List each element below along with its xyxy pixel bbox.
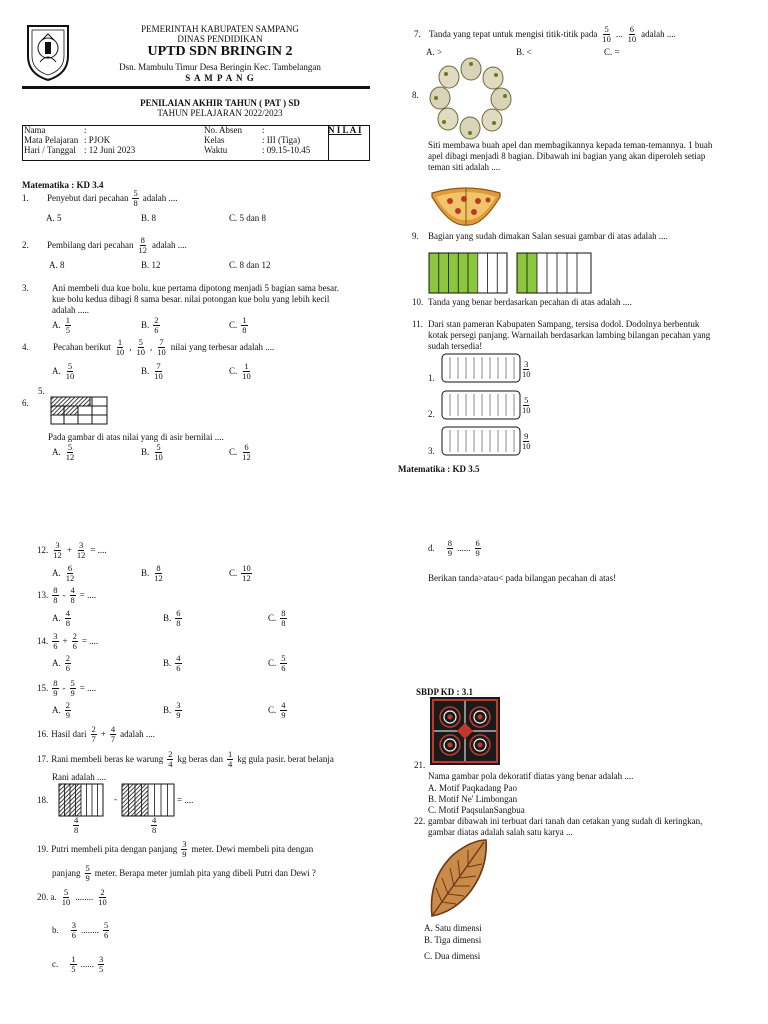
dodol-box-2[interactable] — [441, 390, 521, 422]
question-14: 14. $\frac{3}{6}$ + $\frac{2}{6}$ = .... — [37, 631, 99, 651]
q10-text: Tanda yang benar berdasarkan pecahan di atas adalah .... — [428, 297, 632, 307]
q9-text: Bagian yang sudah dimakan Salan sesuai gambar di atas adalah .... — [428, 231, 668, 241]
option[interactable]: C. = — [604, 47, 620, 57]
option[interactable]: C. $\frac{6}{12}$ — [229, 442, 251, 462]
q18-equals: = .... — [177, 795, 194, 805]
question-16: 16. Hasil dari $\frac{2}{7}$ + $\frac{4}{7}$ adalah .... — [37, 724, 155, 744]
option[interactable]: B. $\frac{2}{6}$ — [141, 315, 159, 335]
q8-line: Siti membawa buah apel dan membagikannya kepada teman-temannya. 1 buah — [428, 140, 713, 150]
q11-fraction: $\frac{3}{10}$ — [522, 359, 531, 379]
option[interactable]: B. 8 — [141, 213, 157, 223]
q11-line: sudah tersedia! — [428, 341, 483, 351]
question-13: 13. $\frac{8}{8}$ - $\frac{4}{8}$ = .... — [37, 585, 97, 605]
q8-line: apel dibagi menjadi 8 bagian. Dibawah ini bagian yang akan diperoleh setiap — [428, 151, 706, 161]
question-2: 2. Pembilang dari pecahan $\frac{8}{12}$ adalah .... — [22, 235, 187, 255]
question-1: 1. Penyebut dari pecahan $\frac{5}{8}$ adalah .... — [22, 188, 178, 208]
leaf-clay-image — [426, 838, 490, 922]
option[interactable]: A. 8 — [49, 260, 65, 270]
option[interactable]: A. 5 — [46, 213, 62, 223]
decorative-motif-image — [430, 697, 500, 767]
q22-line: gambar diatas adalah salah satu karya ... — [428, 827, 573, 837]
section-kd34: Matematika : KD 3.4 — [22, 180, 104, 190]
option[interactable]: B. $\frac{4}{6}$ — [163, 653, 181, 673]
question-15: 15. $\frac{8}{9}$ - $\frac{5}{9}$ = .... — [37, 678, 97, 698]
q11-fraction: $\frac{5}{10}$ — [522, 395, 531, 415]
fraction-bars-figure — [428, 252, 592, 296]
q11-line: kotak persegi panjang. Warnailah berdasarkan lambing bilangan pecahan yang — [428, 330, 711, 340]
q11-item-number: 1. — [428, 373, 435, 383]
option[interactable]: A. $\frac{4}{8}$ — [52, 608, 70, 628]
question-4: 4. Pecahan berikut $\frac{1}{10}$ , $\frac{5}{10}$ , $\frac{7}{10}$ nilai yang terbesar adalah .... — [22, 337, 275, 357]
option[interactable]: B. < — [516, 47, 532, 57]
question-20a[interactable]: 20. a. $\frac{5}{10}$ ........ $\frac{2}{10}$ — [37, 887, 107, 907]
apple-slices-image — [426, 56, 516, 142]
option[interactable]: A. $\frac{1}{5}$ — [52, 315, 70, 335]
question-20d[interactable]: d. $\frac{8}{9}$ ...... $\frac{6}{9}$ — [428, 538, 480, 558]
option[interactable]: B. 12 — [141, 260, 161, 270]
score-label: N I L A I — [328, 125, 362, 135]
option[interactable]: A. $\frac{2}{9}$ — [52, 700, 70, 720]
city-name: S A M P A N G — [185, 73, 255, 83]
q11-line: Dari stan pameran Kabupaten Sampang, tersisa dodol. Dodolnya berbentuk — [428, 319, 700, 329]
option[interactable]: A. > — [426, 47, 443, 57]
q18-fraction: $\frac{4}{8}$ — [74, 815, 79, 835]
option[interactable]: B. $\frac{8}{12}$ — [141, 563, 163, 583]
question-7: 7. Tanda yang tepat untuk mengisi titik-titik pada $\frac{5}{10}$ ... $\frac{6}{10}$ adalah .... — [414, 24, 676, 44]
q18-operator: - — [114, 794, 117, 804]
q21-text: Nama gambar pola dekoratif diatas yang benar adalah .... — [428, 771, 634, 781]
section-sbdp: SBDP KD : 3.1 — [416, 687, 474, 697]
q3-line: kue bolu kedua dibagi 8 sama besar. nilai potongan kue bolu yang lebih kecil — [52, 294, 330, 304]
q22-line: gambar dibawah ini terbuat dari tanah dan cetakan yang sudah di keringkan, — [428, 816, 703, 826]
option[interactable]: C. Motif PaqsulanSangbua — [428, 805, 525, 815]
option[interactable]: A. $\frac{6}{12}$ — [52, 563, 75, 583]
question-20b[interactable]: b. $\frac{3}{6}$ ........ $\frac{5}{6}$ — [52, 920, 109, 940]
school-name: UPTD SDN BRINGIN 2 — [147, 44, 293, 59]
q18-fraction: $\frac{4}{8}$ — [152, 815, 157, 835]
q3-line: adalah ..... — [52, 305, 89, 315]
question-19: 19. Putri membeli pita dengan panjang $\frac{3}{9}$ meter. Dewi membeli pita dengan — [37, 839, 314, 859]
option[interactable]: C. 5 dan 8 — [229, 213, 266, 223]
option[interactable]: B. $\frac{5}{10}$ — [141, 442, 163, 462]
option[interactable]: C. Dua dimensi — [424, 951, 481, 961]
option[interactable]: C. $\frac{10}{12}$ — [229, 563, 251, 583]
q18-bar-right — [121, 783, 175, 819]
question-20c[interactable]: c. $\frac{1}{5}$ ...... $\frac{3}{5}$ — [52, 954, 104, 974]
q11-item-number: 2. — [428, 409, 435, 419]
option[interactable]: C. $\frac{1}{10}$ — [229, 361, 251, 381]
exam-title: PENILAIAN AKHIR TAHUN ( PAT ) SD — [140, 98, 300, 108]
header-line1: PEMERINTAH KABUPATEN SAMPANG — [141, 24, 299, 34]
section-kd35: Matematika : KD 3.5 — [398, 464, 480, 474]
q9-number: 9. — [412, 231, 419, 241]
q3-line: Ani membeli dua kue bolu. kue pertama dipotong menjadi 5 bagian sama besar. — [52, 283, 339, 293]
option[interactable]: B. Motif Ne' Limbongan — [428, 794, 518, 804]
q11-item-number: 3. — [428, 446, 435, 456]
q8-number: 8. — [412, 90, 419, 100]
q18-number: 18. — [37, 795, 49, 805]
exam-year: TAHUN PELAJARAN 2022/2023 — [157, 108, 283, 118]
option[interactable]: A. $\frac{2}{6}$ — [52, 653, 70, 673]
q8-line: teman siti adalah .... — [428, 162, 501, 172]
q18-bar-left — [58, 783, 104, 819]
dodol-box-3[interactable] — [441, 426, 521, 458]
option[interactable]: A. Motif Paqkadang Pao — [428, 783, 517, 793]
header-divider — [22, 86, 370, 89]
option[interactable]: B. $\frac{3}{9}$ — [163, 700, 181, 720]
q17-line: Rani adalah .... — [52, 772, 106, 782]
option[interactable]: C. $\frac{5}{6}$ — [268, 653, 286, 673]
identity-table: Nama : No. Absen : N I L A I Mata Pelajaran : PJOK Kelas : III (Tiga) Hari / Tanggal : 12 Juni 2023 Waktu : 09.15-10.45 — [22, 125, 370, 155]
pizza-image — [430, 187, 502, 229]
q6-text: Pada gambar di atas nilai yang di asir bernilai .... — [48, 432, 224, 442]
school-address: Dsn. Mambulu Timur Desa Beringin Kec. Tambelangan — [119, 62, 321, 72]
option[interactable]: A. Satu dimensi — [424, 923, 482, 933]
question-17: 17. Rani membeli beras ke warung $\frac{2}{4}$ kg beras dan $\frac{1}{4}$ kg gula pasir. berat belanja — [37, 749, 334, 769]
option[interactable]: B. Tiga dimensi — [424, 935, 482, 945]
q20-instruction: Berikan tanda>atau< pada bilangan pecahan di atas! — [428, 573, 617, 583]
q22-number: 22. — [414, 816, 426, 826]
q11-number: 11. — [412, 319, 423, 329]
header-line2: DINAS PENDIDIKAN — [177, 34, 263, 44]
option[interactable]: B. $\frac{6}{8}$ — [163, 608, 181, 628]
q11-fraction: $\frac{9}{10}$ — [522, 431, 531, 451]
question-12: 12. $\frac{3}{12}$ + $\frac{3}{12}$ = .... — [37, 540, 107, 560]
regency-logo — [24, 22, 72, 82]
q21-number: 21. — [414, 760, 426, 770]
option[interactable]: B. $\frac{7}{10}$ — [141, 361, 163, 381]
q10-number: 10. — [412, 297, 424, 307]
q5-number: 5. — [38, 386, 45, 396]
option[interactable]: C. $\frac{1}{8}$ — [229, 315, 247, 335]
option[interactable]: C. $\frac{8}{8}$ — [268, 608, 286, 628]
q6-number: 6. — [22, 398, 29, 408]
option[interactable]: A. $\frac{5}{12}$ — [52, 442, 75, 462]
option[interactable]: C. 8 dan 12 — [229, 260, 271, 270]
shaded-grid-figure — [50, 396, 108, 428]
question-19-cont: panjang $\frac{5}{9}$ meter. Berapa meter jumlah pita yang dibeli Putri dan Dewi ? — [52, 863, 316, 883]
option[interactable]: C. $\frac{4}{9}$ — [268, 700, 286, 720]
option[interactable]: A. $\frac{5}{10}$ — [52, 361, 75, 381]
q3-number: 3. — [22, 283, 29, 293]
dodol-box-1[interactable] — [441, 353, 521, 385]
